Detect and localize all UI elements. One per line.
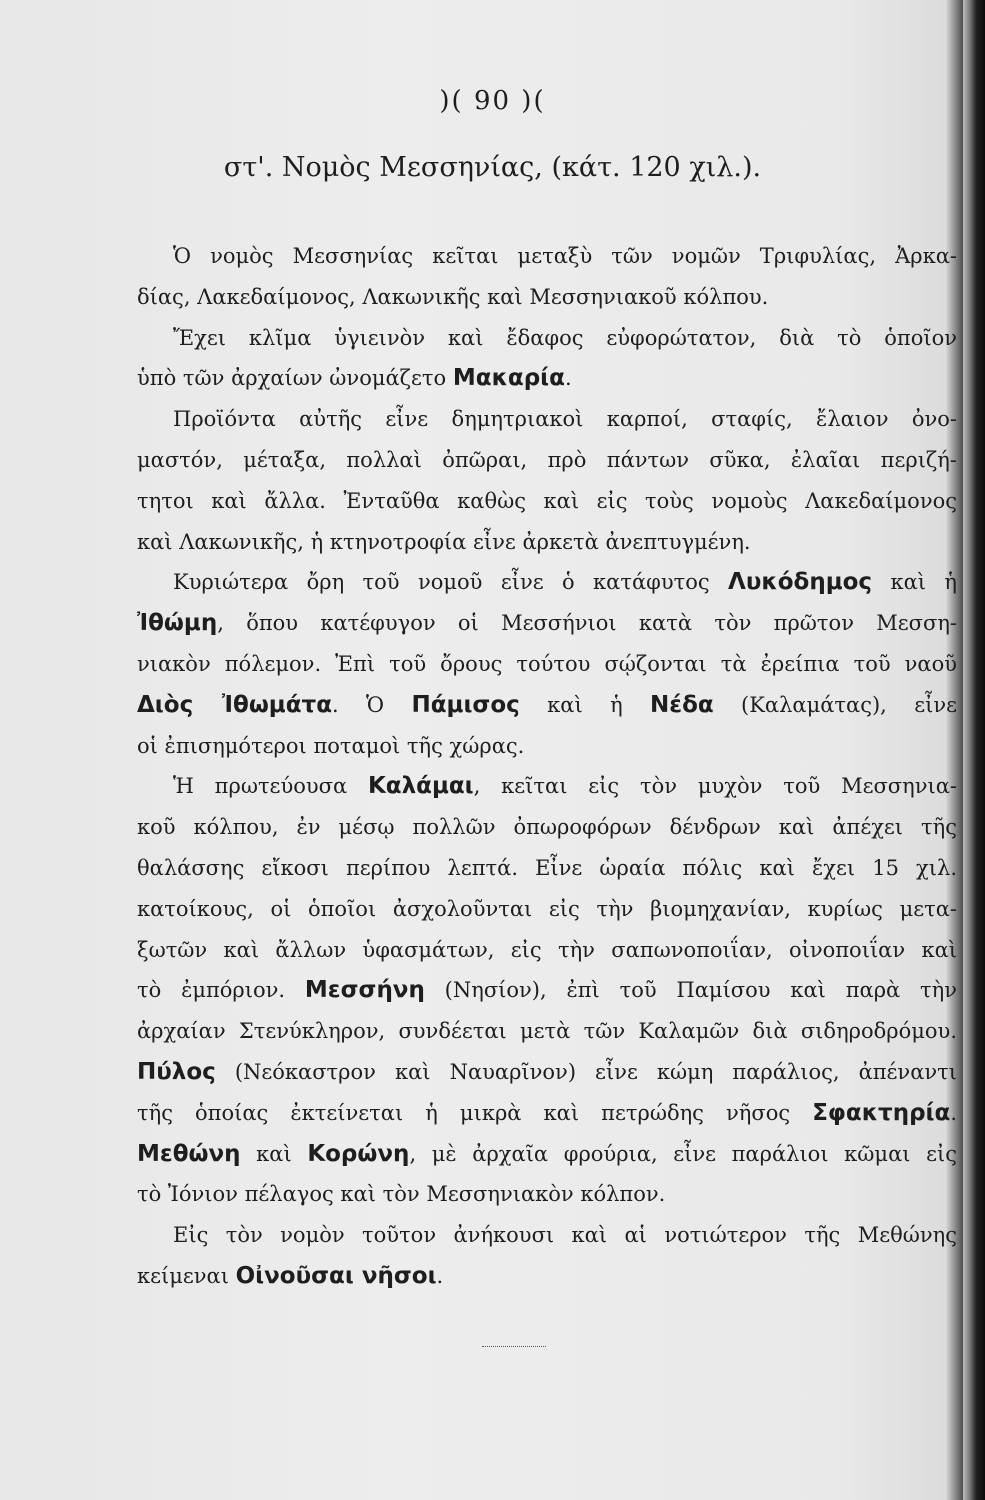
text-line: μαστόν, μέταξα, πολλαὶ ὀπῶραι, πρὸ πάντων σῦκα, ἐλαῖαι περιζή-	[137, 447, 957, 472]
place-name: Μεθώνη	[137, 1140, 241, 1167]
text-line: καὶ Λακωνικῆς, ἡ κτηνοτροφία εἶνε ἀρκετὰ ἀνεπτυγμένη.	[137, 529, 751, 554]
text-line: ξωτῶν καὶ ἄλλων ὑφασμάτων, εἰς τὴν σαπωνοποιΐαν, οἰνοποιΐαν καὶ	[137, 937, 957, 962]
place-name: Νέδα	[650, 691, 714, 718]
text-line: δίας, Λακεδαίμονος, Λακωνικῆς καὶ Μεσσηνιακοῦ κόλπου.	[137, 284, 769, 309]
text-line: οἱ ἐπισημότεροι ποταμοὶ τῆς χώρας.	[137, 733, 525, 758]
text-line: θαλάσσης εἴκοσι περίπου λεπτά. Εἶνε ὡραία πόλις καὶ ἔχει 15 χιλ.	[137, 855, 957, 880]
end-rule	[482, 1346, 546, 1350]
text-line: κοῦ κόλπου, ἐν μέσῳ πολλῶν ὀπωροφόρων δένδρων καὶ ἀπέχει τῆς	[137, 815, 957, 840]
text-line: Διὸς Ἰθωμάτα. Ὁ Πάμισος καὶ ἡ Νέδα (Καλαμάτας), εἶνε	[137, 691, 957, 718]
place-name: Σφακτηρία	[812, 1099, 951, 1126]
text-line: Εἰς τὸν νομὸν τοῦτον ἀνήκουσι καὶ αἱ νοτιώτερον τῆς Μεθώνης	[173, 1223, 957, 1248]
text-line: ἀρχαίαν Στενύκληρον, συνδέεται μετὰ τῶν Καλαμῶν διὰ σιδηροδρόμου.	[137, 1019, 957, 1044]
page-number: )( 90 )(	[439, 86, 546, 116]
place-name: Λυκόδημος	[728, 569, 873, 596]
text-line: τὸ ἐμπόριον. Μεσσήνη (Νησίον), ἐπὶ τοῦ Παμίσου καὶ παρὰ τὴν	[137, 977, 957, 1004]
text-line: Πύλος (Νεόκαστρον καὶ Ναυαρῖνον) εἶνε κώμη παράλιος, ἀπέναντι	[137, 1058, 957, 1085]
text-line: Κυριώτερα ὄρη τοῦ νομοῦ εἶνε ὁ κατάφυτος Λυκόδημος καὶ ἡ	[173, 569, 957, 596]
text-line: τῆς ὁποίας ἐκτείνεται ἡ μικρὰ καὶ πετρώδης νῆσος Σφακτηρία.	[137, 1099, 957, 1126]
page-binding-edge	[963, 0, 985, 1500]
text-line: τὸ Ἰόνιον πέλαγος καὶ τὸν Μεσσηνιακὸν κόλπον.	[137, 1182, 666, 1207]
place-name: Μεσσήνη	[304, 977, 425, 1004]
place-name: Ἰθώμη	[137, 610, 218, 637]
text-line: κείμεναι Οἰνοῦσαι νῆσοι.	[137, 1262, 444, 1289]
place-name: Κορώνη	[307, 1140, 410, 1167]
place-name: Πύλος	[137, 1058, 216, 1085]
place-name: Διὸς Ἰθωμάτα	[137, 691, 333, 718]
place-name: Μακαρία	[452, 365, 565, 392]
text-line: νιακὸν πόλεμον. Ἐπὶ τοῦ ὄρους τούτου σῴζονται τὰ ἐρείπια τοῦ ναοῦ	[137, 651, 957, 676]
text-line: κατοίκους, οἱ ὁποῖοι ἀσχολοῦνται εἰς τὴν βιομηχανίαν, κυρίως μετα-	[137, 896, 957, 921]
text-line: Μεθώνη καὶ Κορώνη, μὲ ἀρχαῖα φρούρια, εἶνε παράλιοι κῶμαι εἰς	[137, 1140, 957, 1167]
text-line: Ἔχει κλῖμα ὑγιεινὸν καὶ ἔδαφος εὐφορώτατον, διὰ τὸ ὁποῖον	[173, 325, 957, 350]
text-line: Προϊόντα αὐτῆς εἶνε δημητριακοὶ καρποί, σταφίς, ἔλαιον ὀνο-	[173, 407, 957, 432]
section-heading: στ'. Νομὸς Μεσσηνίας, (κάτ. 120 χιλ.).	[223, 152, 762, 183]
body-text	[137, 236, 957, 1297]
place-name: Καλάμαι	[367, 773, 474, 800]
text-line: τητοι καὶ ἄλλα. Ἐνταῦθα καθὼς καὶ εἰς τοὺς νομοὺς Λακεδαίμονος	[137, 488, 957, 513]
text-line: Ὁ νομὸς Μεσσηνίας κεῖται μεταξὺ τῶν νομῶν Τριφυλίας, Ἀρκα-	[173, 244, 957, 268]
text-line: Ἡ πρωτεύουσα Καλάμαι, κεῖται εἰς τὸν μυχὸν τοῦ Μεσσηνια-	[173, 773, 957, 800]
place-name: Οἰνοῦσαι νῆσοι	[235, 1262, 437, 1289]
text-line: Ἰθώμη, ὅπου κατέφυγον οἱ Μεσσήνιοι κατὰ τὸν πρῶτον Μεσση-	[137, 610, 957, 637]
text-line: ὑπὸ τῶν ἀρχαίων ὠνομάζετο Μακαρία.	[137, 365, 572, 392]
place-name: Πάμισος	[411, 691, 520, 718]
